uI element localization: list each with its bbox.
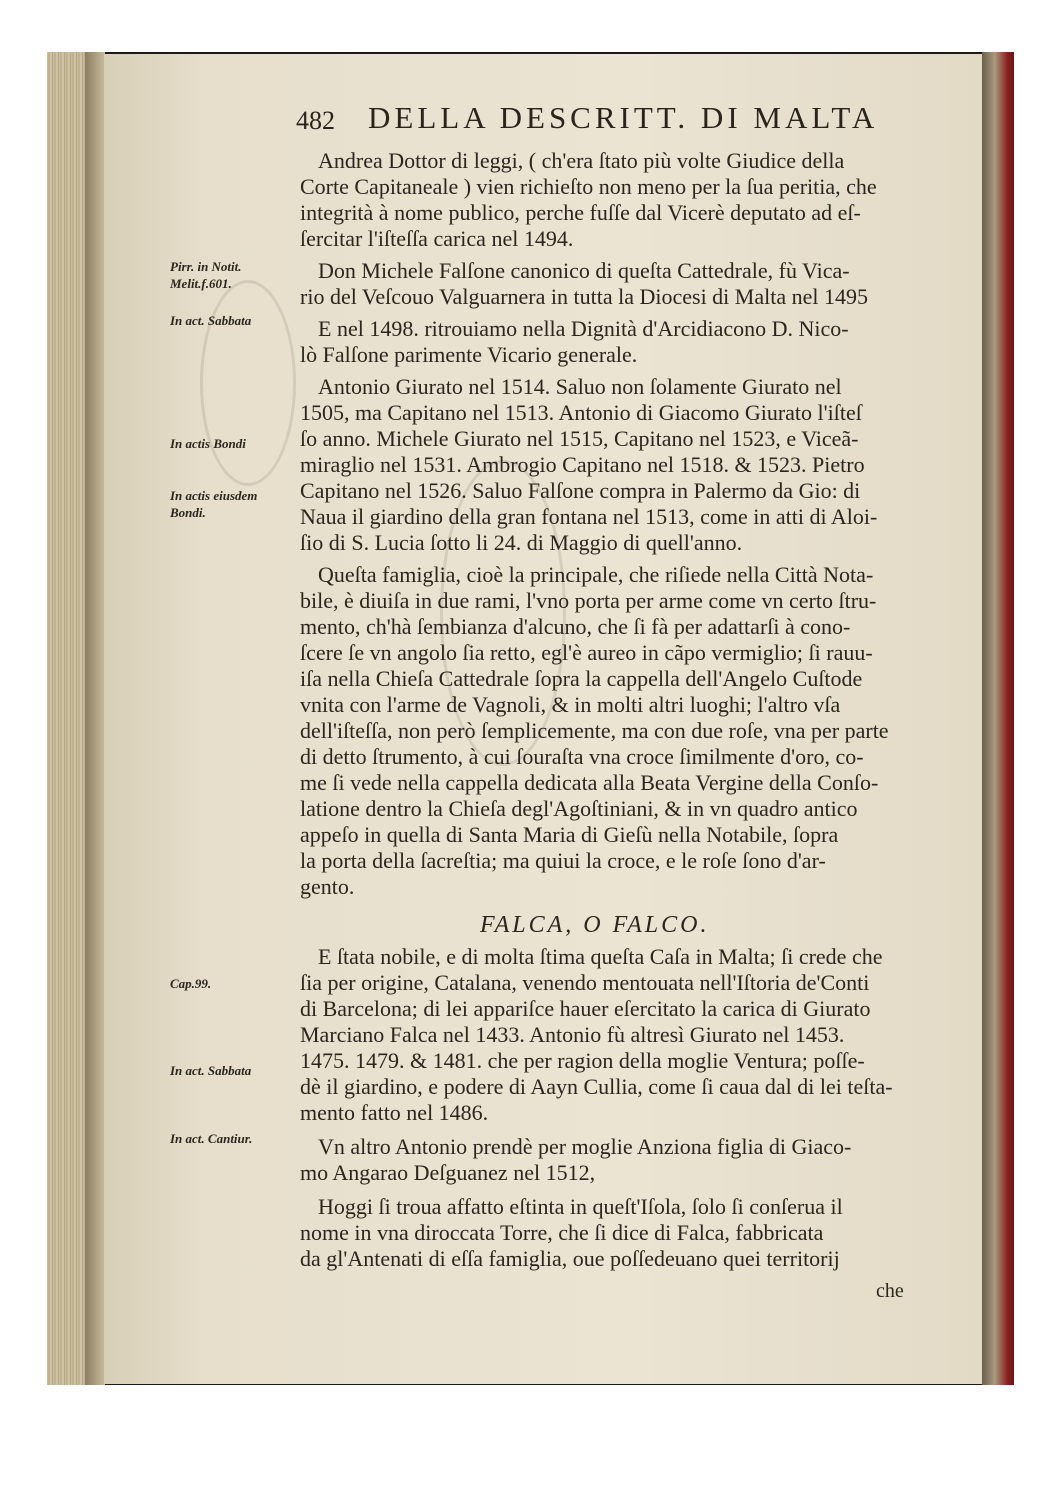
text-line: E nel 1498. ritrouiamo nella Dignità d'Arcidiacono D. Nico- xyxy=(318,316,849,341)
text-line: Hoggi ſi troua affatto eſtinta in queſt'Iſola, ſolo ſi conſerua il xyxy=(318,1194,843,1219)
page-number: 482 xyxy=(296,106,335,135)
text-line: ſo anno. Michele Giurato nel 1515, Capitano nel 1523, e Viceã- xyxy=(300,426,859,451)
text-line: la porta della ſacreſtia; ma quiui la croce, e le roſe ſono d'ar- xyxy=(300,848,826,873)
text-line: dè il giardino, e podere di Aayn Cullia, come ſi caua dal di lei teſta- xyxy=(300,1074,893,1099)
text-line: lò Falſone parimente Vicario generale. xyxy=(300,342,638,367)
text-line: Andrea Dottor di leggi, ( ch'era ſtato più volte Giudice della xyxy=(318,148,845,173)
running-title: DELLA DESCRITT. DI MALTA xyxy=(368,100,879,135)
text-line: Antonio Giurato nel 1514. Saluo non ſolamente Giurato nel xyxy=(318,374,842,399)
margin-note: Cap.99. xyxy=(170,976,212,991)
text-line: E ſtata nobile, e di molta ſtima queſta Caſa in Malta; ſi crede che xyxy=(318,944,883,969)
text-line: di detto ſtrumento, à cui ſouraſta vna croce ſimilmente d'oro, co- xyxy=(300,744,864,769)
text-line: dell'iſteſſa, non però ſemplicemente, ma con due roſe, vna per parte xyxy=(300,718,889,743)
text-line: latione dentro la Chieſa degl'Agoſtiniani, & in vn quadro antico xyxy=(300,796,858,821)
text-line: Corte Capitaneale ) vien richieſto non meno per la ſua peritia, che xyxy=(300,174,877,199)
text-line: mento, ch'hà ſembianza d'alcuno, che ſi fà per adattarſi à cono- xyxy=(300,614,851,639)
text-line: mento fatto nel 1486. xyxy=(300,1100,489,1125)
text-line: ſercitar l'iſteſſa carica nel 1494. xyxy=(300,226,574,251)
text-line: mo Angarao Deſguanez nel 1512, xyxy=(300,1160,596,1185)
text-line: me ſi vede nella cappella dedicata alla Beata Vergine della Conſo- xyxy=(300,770,879,795)
text-line: miraglio nel 1531. Ambrogio Capitano nel 1518. & 1523. Pietro xyxy=(300,452,865,477)
margin-note: In act. Sabbata xyxy=(170,1063,252,1078)
margin-note: In act. Sabbata xyxy=(170,313,252,328)
margin-note: Pirr. in Notit. Melit.f.601. xyxy=(170,259,242,291)
section-heading: FALCA, O FALCO. xyxy=(480,912,710,938)
margin-note: In actis eiusdem Bondi. xyxy=(170,488,258,520)
text-line: rio del Veſcouo Valguarnera in tutta la Diocesi di Malta nel 1495 xyxy=(300,284,868,309)
text-line: Vn altro Antonio prendè per moglie Anziona figlia di Giaco- xyxy=(318,1134,852,1159)
text-line: ſcere ſe vn angolo ſia retto, egl'è aureo in cãpo vermiglio; ſi rauu- xyxy=(300,640,873,665)
margin-note: In act. Cantiur. xyxy=(170,1131,253,1146)
text-line: 1475. 1479. & 1481. che per ragion della moglie Ventura; poſſe- xyxy=(300,1048,865,1073)
text-line: ſio di S. Lucia ſotto li 24. di Maggio di quell'anno. xyxy=(300,530,743,555)
text-line: Don Michele Falſone canonico di queſta Cattedrale, fù Vica- xyxy=(318,258,850,283)
text-line: da gl'Antenati di eſſa famiglia, oue poſſedeuano quei territorij xyxy=(300,1246,840,1271)
text-line: ſia per origine, Catalana, venendo mentouata nell'Iſtoria de'Conti xyxy=(300,970,870,995)
facing-book-edge xyxy=(982,52,1014,1385)
text-line: bile, è diuiſa in due rami, l'vno porta per arme come vn certo ſtru- xyxy=(300,588,877,613)
text-line: Capitano nel 1526. Saluo Falſone compra in Palermo da Gio: di xyxy=(300,478,861,503)
text-line: iſa nella Chieſa Cattedrale ſopra la cappella dell'Angelo Cuſtode xyxy=(300,666,863,691)
text-line: 1505, ma Capitano nel 1513. Antonio di Giacomo Giurato l'iſteſ xyxy=(300,400,862,425)
text-line: Queſta famiglia, cioè la principale, che riſiede nella Città Nota- xyxy=(318,562,874,587)
text-line: nome in vna diroccata Torre, che ſi dice di Falca, fabbricata xyxy=(300,1220,824,1245)
text-line: vnita con l'arme de Vagnoli, & in molti altri luoghi; l'altro vſa xyxy=(300,692,841,717)
text-line: appeſo in quella di Santa Maria di Gieſù nella Notabile, ſopra xyxy=(300,822,839,847)
text-line: gento. xyxy=(300,874,355,899)
text-line: di Barcelona; di lei appariſce hauer eſercitato la carica di Giurato xyxy=(300,996,871,1021)
margin-note: In actis Bondi xyxy=(170,436,246,451)
text-line: Marciano Falca nel 1433. Antonio fù altresì Giurato nel 1453. xyxy=(300,1022,845,1047)
text-line: integrità à nome publico, perche fuſſe dal Vicerè deputato ad eſ- xyxy=(300,200,861,225)
book-gutter xyxy=(85,52,105,1385)
library-stamp-watermark xyxy=(200,280,296,486)
text-line: Naua il giardino della gran fontana nel 1513, come in atti di Aloi- xyxy=(300,504,878,529)
catchword: che xyxy=(876,1280,904,1302)
page-header xyxy=(296,100,916,140)
book-page-edges xyxy=(47,52,85,1385)
